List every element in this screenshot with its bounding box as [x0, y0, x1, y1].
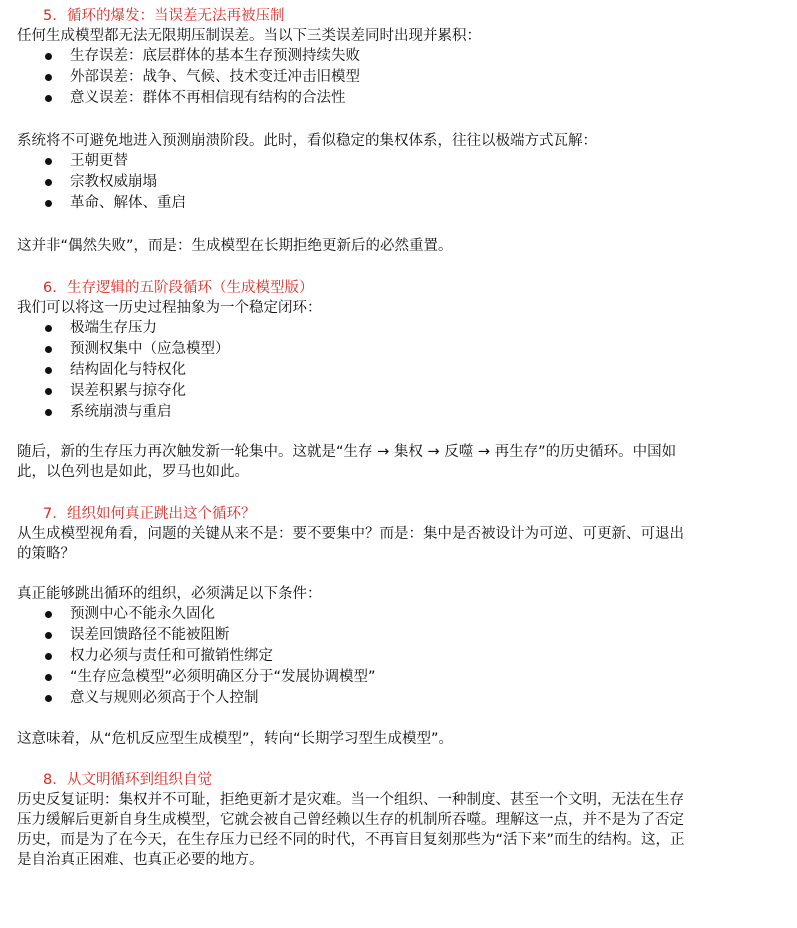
bullet-icon [45, 653, 52, 660]
section-7-conditions-list [17, 604, 777, 709]
list-item: 革命、解体、重启 [17, 193, 777, 214]
section-6 [17, 278, 777, 482]
bullet-icon [45, 611, 52, 618]
section-7-paragraph-2: 真正能够跳出循环的组织，必须满足以下条件： [17, 586, 322, 602]
list-item: 外部误差：战争、气候、技术变迁冲击旧模型 [17, 67, 777, 88]
bullet-icon [45, 179, 52, 186]
section-8 [17, 770, 777, 870]
section-7-title: 组织如何真正跳出这个循环？ [67, 506, 256, 522]
section-6-title: 生存逻辑的五阶段循环（生成模型版） [67, 280, 314, 296]
list-item: 系统崩溃与重启 [17, 402, 777, 423]
list-item: 结构固化与特权化 [17, 360, 777, 381]
section-6-paragraph-2: 随后，新的生存压力再次触发新一轮集中。这就是“生存 → 集权 → 反噬 → 再生存”的历史循环。中国如 此，以色列也是如此，罗马也如此。 [17, 444, 677, 480]
section-6-heading [17, 278, 777, 298]
bullet-icon [45, 367, 52, 374]
bullet-icon [45, 74, 52, 81]
section-6-number: 6. [43, 280, 57, 296]
bullet-icon [45, 200, 52, 207]
section-6-intro: 我们可以将这一历史过程抽象为一个稳定闭环： [17, 300, 322, 316]
section-5-intro: 任何生成模型都无法无限期压制误差。当以下三类误差同时出现并累积： [17, 28, 481, 44]
list-item: 误差积累与掠夺化 [17, 381, 777, 402]
list-item: “生存应急模型”必须明确区分于“发展协调模型” [17, 667, 777, 688]
bullet-icon [45, 388, 52, 395]
section-5-collapse-list [17, 151, 777, 214]
list-item: 王朝更替 [17, 151, 777, 172]
document [17, 6, 777, 870]
bullet-icon [45, 674, 52, 681]
section-7 [17, 504, 777, 749]
section-5-title: 循环的爆发：当误差无法再被压制 [67, 8, 285, 24]
section-5-paragraph-2: 系统将不可避免地进入预测崩溃阶段。此时，看似稳定的集权体系，往往以极端方式瓦解： [17, 133, 597, 149]
list-item: 预测权集中（应急模型） [17, 339, 777, 360]
section-5-error-list [17, 46, 777, 109]
bullet-icon [45, 346, 52, 353]
bullet-icon [45, 95, 52, 102]
section-8-title: 从文明循环到组织自觉 [67, 772, 212, 788]
bullet-icon [45, 695, 52, 702]
bullet-icon [45, 409, 52, 416]
bullet-icon [45, 53, 52, 60]
list-item: 生存误差：底层群体的基本生存预测持续失败 [17, 46, 777, 67]
section-7-paragraph-3: 这意味着，从“危机反应型生成模型”，转向“长期学习型生成模型”。 [17, 731, 454, 747]
section-5-paragraph-3: 这并非“偶然失败”，而是：生成模型在长期拒绝更新后的必然重置。 [17, 238, 453, 254]
section-8-paragraph: 历史反复证明：集权并不可耻，拒绝更新才是灾难。当一个组织、一种制度、甚至一个文明，无法在生存 压力缓解后更新自身生成模型，它就会被自己曾经赖以生存的机制所吞噬。理解这一点，并不是为了否定 历史，而是为了在今天，在生存压力已经不同的时代，不再盲目复刻那些为“活下来”而生的结构。这，正 是自治真正困难、也真正必要的地方。 [17, 792, 685, 868]
bullet-icon [45, 325, 52, 332]
section-5-number: 5. [43, 8, 57, 24]
section-6-cycle-list [17, 318, 777, 423]
section-5 [17, 6, 777, 256]
section-8-heading [17, 770, 777, 790]
list-item: 宗教权威崩塌 [17, 172, 777, 193]
bullet-icon [45, 632, 52, 639]
list-item: 极端生存压力 [17, 318, 777, 339]
list-item: 意义与规则必须高于个人控制 [17, 688, 777, 709]
section-5-heading [17, 6, 777, 26]
list-item: 误差回馈路径不能被阻断 [17, 625, 777, 646]
section-7-heading [17, 504, 777, 524]
section-8-number: 8. [43, 772, 57, 788]
bullet-icon [45, 158, 52, 165]
list-item: 意义误差：群体不再相信现有结构的合法性 [17, 88, 777, 109]
list-item: 权力必须与责任和可撤销性绑定 [17, 646, 777, 667]
section-7-number: 7. [43, 506, 57, 522]
list-item: 预测中心不能永久固化 [17, 604, 777, 625]
section-7-intro: 从生成模型视角看，问题的关键从来不是：要不要集中？而是：集中是否被设计为可逆、可更新、可退出 的策略？ [17, 526, 684, 562]
